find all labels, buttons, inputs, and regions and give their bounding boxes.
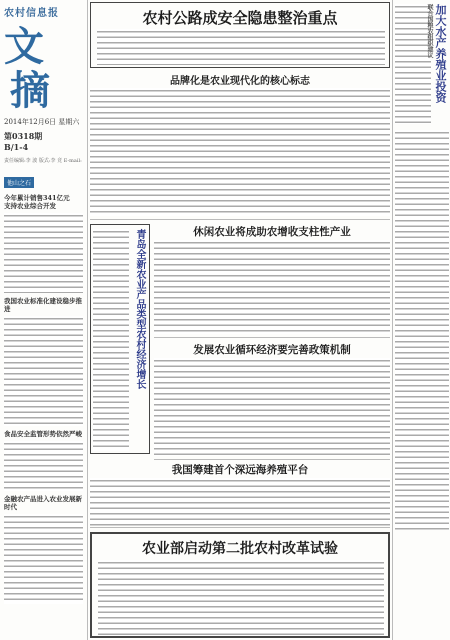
section-label: 他山之石 bbox=[4, 177, 34, 188]
left-sidebar bbox=[0, 0, 88, 640]
paper-name: 农村信息报 bbox=[4, 8, 59, 19]
sidebar-stories bbox=[0, 194, 87, 604]
section-title bbox=[4, 25, 83, 113]
sidebar-story-title: 今年累计销售341亿元 bbox=[4, 194, 70, 202]
article-subheadline: 联合国粮农组织建议 bbox=[426, 4, 433, 58]
issue-date: 2014年12月6日 星期六 bbox=[4, 118, 80, 126]
article-headline: 我国筹建首个深远海养殖平台 bbox=[171, 464, 309, 476]
article-rural-roads bbox=[90, 2, 390, 68]
editor-info: 责任编辑:李 波 版式:李 竞 E-mail: bbox=[4, 158, 82, 164]
article-headline: 农业部启动第二批农村改革试验 bbox=[142, 541, 338, 557]
right-column bbox=[392, 0, 450, 640]
sidebar-story-title: 食品安全监管形势依然严峻 bbox=[4, 430, 82, 438]
section-char-2: 摘 bbox=[10, 67, 50, 114]
issue-number: 第0318期 bbox=[4, 131, 43, 141]
article-headline: 发展农业循环经济要完善政策机制 bbox=[193, 344, 351, 356]
article-body bbox=[154, 358, 390, 456]
article-rural-reform bbox=[90, 532, 390, 638]
article-body bbox=[90, 88, 390, 216]
sidebar-story-body bbox=[4, 441, 83, 491]
section-char-1: 文 bbox=[4, 23, 44, 70]
sidebar-story-body bbox=[4, 316, 83, 426]
article-body bbox=[395, 130, 449, 530]
article-body bbox=[93, 229, 129, 451]
sidebar-story-body bbox=[4, 514, 83, 604]
article-qingdao bbox=[90, 224, 150, 454]
article-headline: 休闲农业将成助农增收支柱性产业 bbox=[193, 226, 351, 238]
article-circular-economy bbox=[154, 342, 390, 460]
sidebar-story-subtitle: 支持农业综合开发 bbox=[4, 202, 56, 210]
article-branding bbox=[90, 72, 390, 220]
article-body bbox=[97, 29, 385, 65]
article-body bbox=[154, 240, 390, 334]
sidebar-story-body bbox=[4, 213, 83, 293]
article-body bbox=[98, 560, 384, 636]
article-body bbox=[90, 478, 390, 526]
page-range: B/1-4 bbox=[4, 142, 29, 152]
article-headline: 加大水产养殖业投资 bbox=[434, 4, 447, 103]
sidebar-story-title: 我国农业标准化建设稳步推进 bbox=[4, 297, 82, 313]
article-headline: 品牌化是农业现代化的核心标志 bbox=[170, 76, 310, 87]
article-headline: 青岛全新农业产品类型农村经济增长 bbox=[134, 229, 145, 389]
article-leisure-farming bbox=[154, 224, 390, 338]
masthead bbox=[0, 0, 87, 170]
sidebar-story-title: 金融农产品进入农业发展新时代 bbox=[4, 495, 82, 511]
article-headline: 农村公路成安全隐患整治重点 bbox=[142, 9, 338, 27]
main-column bbox=[90, 0, 390, 640]
article-deep-sea bbox=[90, 462, 390, 528]
